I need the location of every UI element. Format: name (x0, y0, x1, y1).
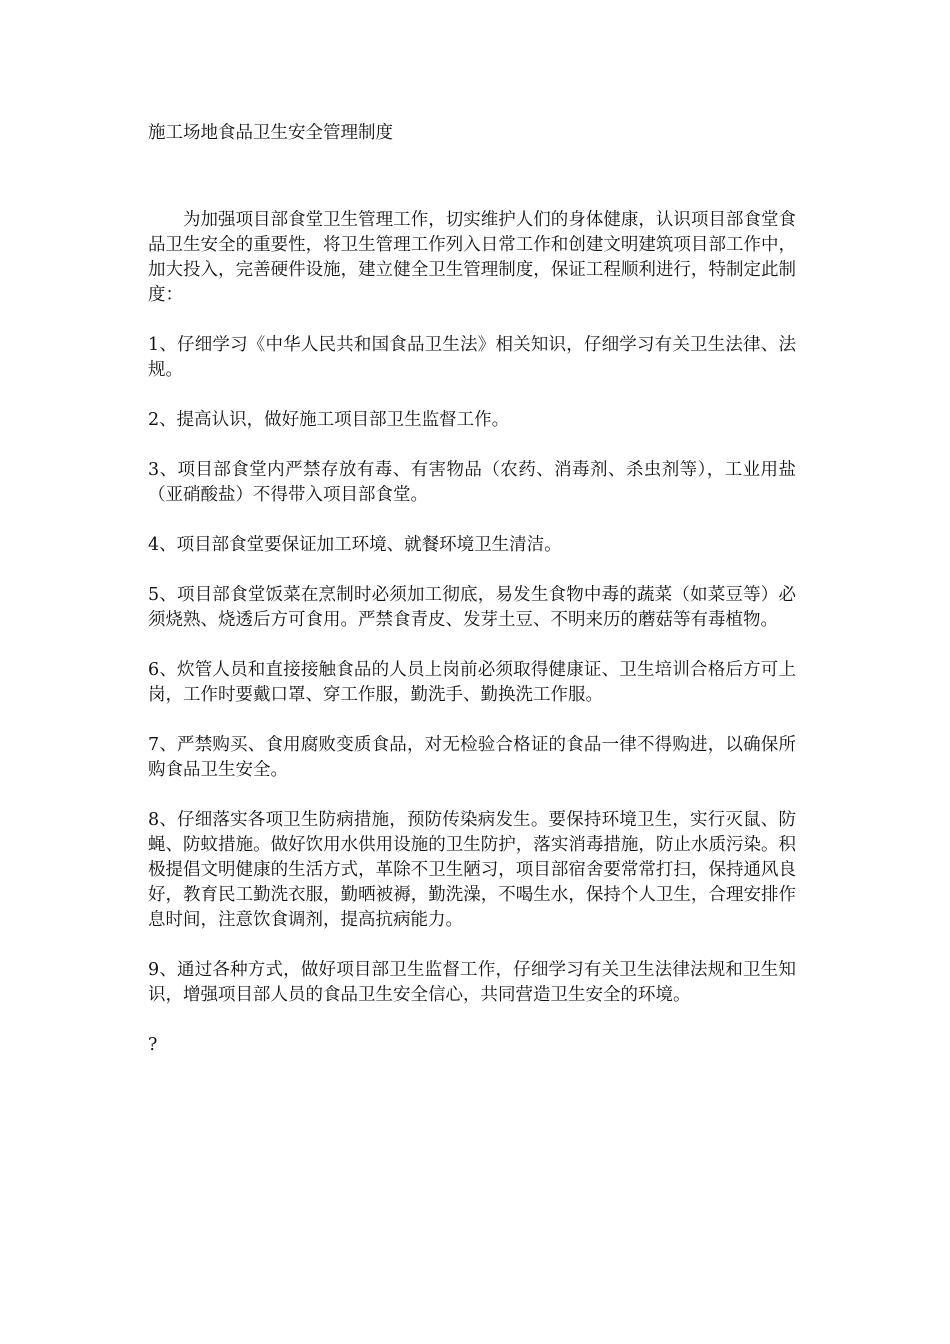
rule-item-7: 7、严禁购买、食用腐败变质食品，对无检验合格证的食品一律不得购进，以确保所购食品卫生安全。 (148, 735, 796, 780)
rule-item-6: 6、炊管人员和直接接触食品的人员上岗前必须取得健康证、卫生培训合格后方可上岗，工作时要戴口罩、穿工作服，勤洗手、勤换洗工作服。 (148, 660, 796, 705)
rule-item-1: 1、仔细学习《中华人民共和国食品卫生法》相关知识，仔细学习有关卫生法律、法规。 (148, 335, 796, 380)
rule-item-4: 4、项目部食堂要保证加工环境、就餐环境卫生清洁。 (148, 535, 562, 555)
rule-item-3: 3、项目部食堂内严禁存放有毒、有害物品（农药、消毒剂、杀虫剂等），工业用盐（亚硝酸盐）不得带入项目部食堂。 (148, 460, 796, 505)
rule-item-9: 9、通过各种方式，做好项目部卫生监督工作，仔细学习有关卫生法律法规和卫生知识，增强项目部人员的食品卫生安全信心，共同营造卫生安全的环境。 (148, 960, 796, 1005)
rule-item-5: 5、项目部食堂饭菜在烹制时必须加工彻底，易发生食物中毒的蔬菜（如菜豆等）必须烧熟、烧透后方可食用。严禁食青皮、发芽土豆、不明来历的蘑菇等有毒植物。 (148, 585, 796, 630)
trailing-mark: ? (148, 1035, 158, 1055)
intro-paragraph: 为加强项目部食堂卫生管理工作，切实维护人们的身体健康，认识项目部食堂食品卫生安全的重要性，将卫生管理工作列入日常工作和创建文明建筑项目部工作中，加大投入，完善硬件设施，建立健全卫生管理制度，保证工程顺利进行，特制定此制度： (148, 210, 796, 305)
document-title: 施工场地食品卫生安全管理制度 (148, 123, 393, 143)
rule-item-2: 2、提高认识，做好施工项目部卫生监督工作。 (148, 410, 510, 430)
rule-item-8: 8、仔细落实各项卫生防病措施，预防传染病发生。要保持环境卫生，实行灭鼠、防蝇、防蚊措施。做好饮用水供用设施的卫生防护，落实消毒措施，防止水质污染。积极提倡文明健康的生活方式，革除不卫生陋习，项目部宿舍要常常打扫，保持通风良好，教育民工勤洗衣服，勤晒被褥，勤洗澡，不喝生水，保持个人卫生，合理安排作息时间，注意饮食调剂，提高抗病能力。 (148, 810, 796, 930)
document-body (148, 121, 796, 1058)
